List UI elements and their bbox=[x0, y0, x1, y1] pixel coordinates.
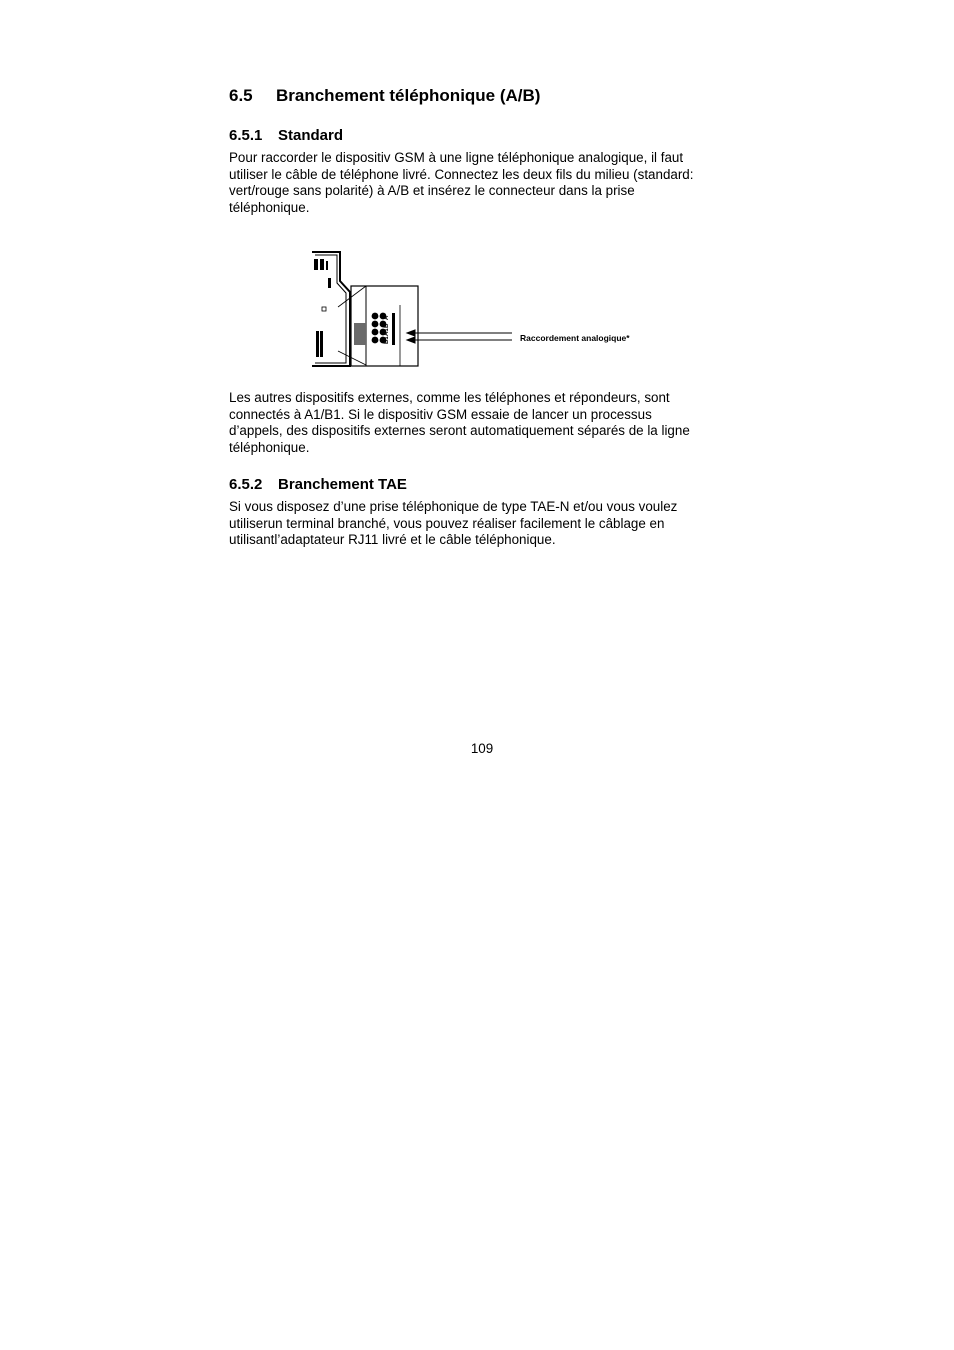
text-line: vert/rouge sans polarité) à A/B et insérez le connecteur dans la prise bbox=[229, 183, 635, 199]
section-heading bbox=[229, 86, 540, 106]
text-line: utiliser le câble de téléphone livré. Connectez les deux fils du milieu (standard: bbox=[229, 166, 694, 182]
connection-diagram bbox=[300, 245, 660, 375]
section-number: 6.5 bbox=[229, 86, 253, 105]
device-housing bbox=[312, 252, 350, 366]
subsection-title: Branchement TAE bbox=[278, 476, 407, 493]
terminal-label: B1 bbox=[384, 336, 390, 344]
text-line: Pour raccorder le dispositiv GSM à une ligne téléphonique analogique, il faut bbox=[229, 150, 684, 165]
text-line: téléphonique. bbox=[229, 439, 310, 455]
subsection-number: 6.5.2 bbox=[229, 476, 263, 493]
paragraph-tae bbox=[229, 499, 739, 549]
connection-arrows bbox=[407, 330, 512, 343]
text-line: utilisantl’adaptateur RJ11 livré et le câble téléphonique. bbox=[229, 532, 556, 548]
text-line: Les autres dispositifs externes, comme les téléphones et répondeurs, sont bbox=[229, 390, 670, 405]
section-title: Branchement téléphonique (A/B) bbox=[276, 86, 541, 105]
terminal-label: A bbox=[384, 315, 390, 320]
text-line: téléphonique. bbox=[229, 199, 310, 215]
text-line: utiliserun terminal branché, vous pouvez réaliser facilement le câblage en bbox=[229, 515, 665, 531]
subsection-title: Standard bbox=[278, 127, 344, 144]
text-line: d’appels, des dispositifs externes seront automatiquement séparés de la ligne bbox=[229, 423, 690, 439]
text-line: Si vous disposez d’une prise téléphonique de type TAE-N et/ou vous voulez bbox=[229, 499, 678, 514]
paragraph-standard bbox=[229, 150, 739, 216]
figure-label: Raccordement analogique* bbox=[520, 333, 630, 343]
terminal-label: B bbox=[384, 323, 390, 328]
terminal-block-detail bbox=[351, 286, 418, 366]
subsection-number: 6.5.1 bbox=[229, 127, 263, 144]
paragraph-external-devices bbox=[229, 390, 739, 456]
page-number: 109 bbox=[470, 741, 494, 756]
subsection-heading-standard bbox=[229, 127, 343, 144]
terminal-label: A1 bbox=[384, 328, 390, 336]
text-line: connectés à A1/B1. Si le dispositiv GSM essaie de lancer un processus bbox=[229, 406, 652, 422]
subsection-heading-tae bbox=[229, 476, 407, 493]
